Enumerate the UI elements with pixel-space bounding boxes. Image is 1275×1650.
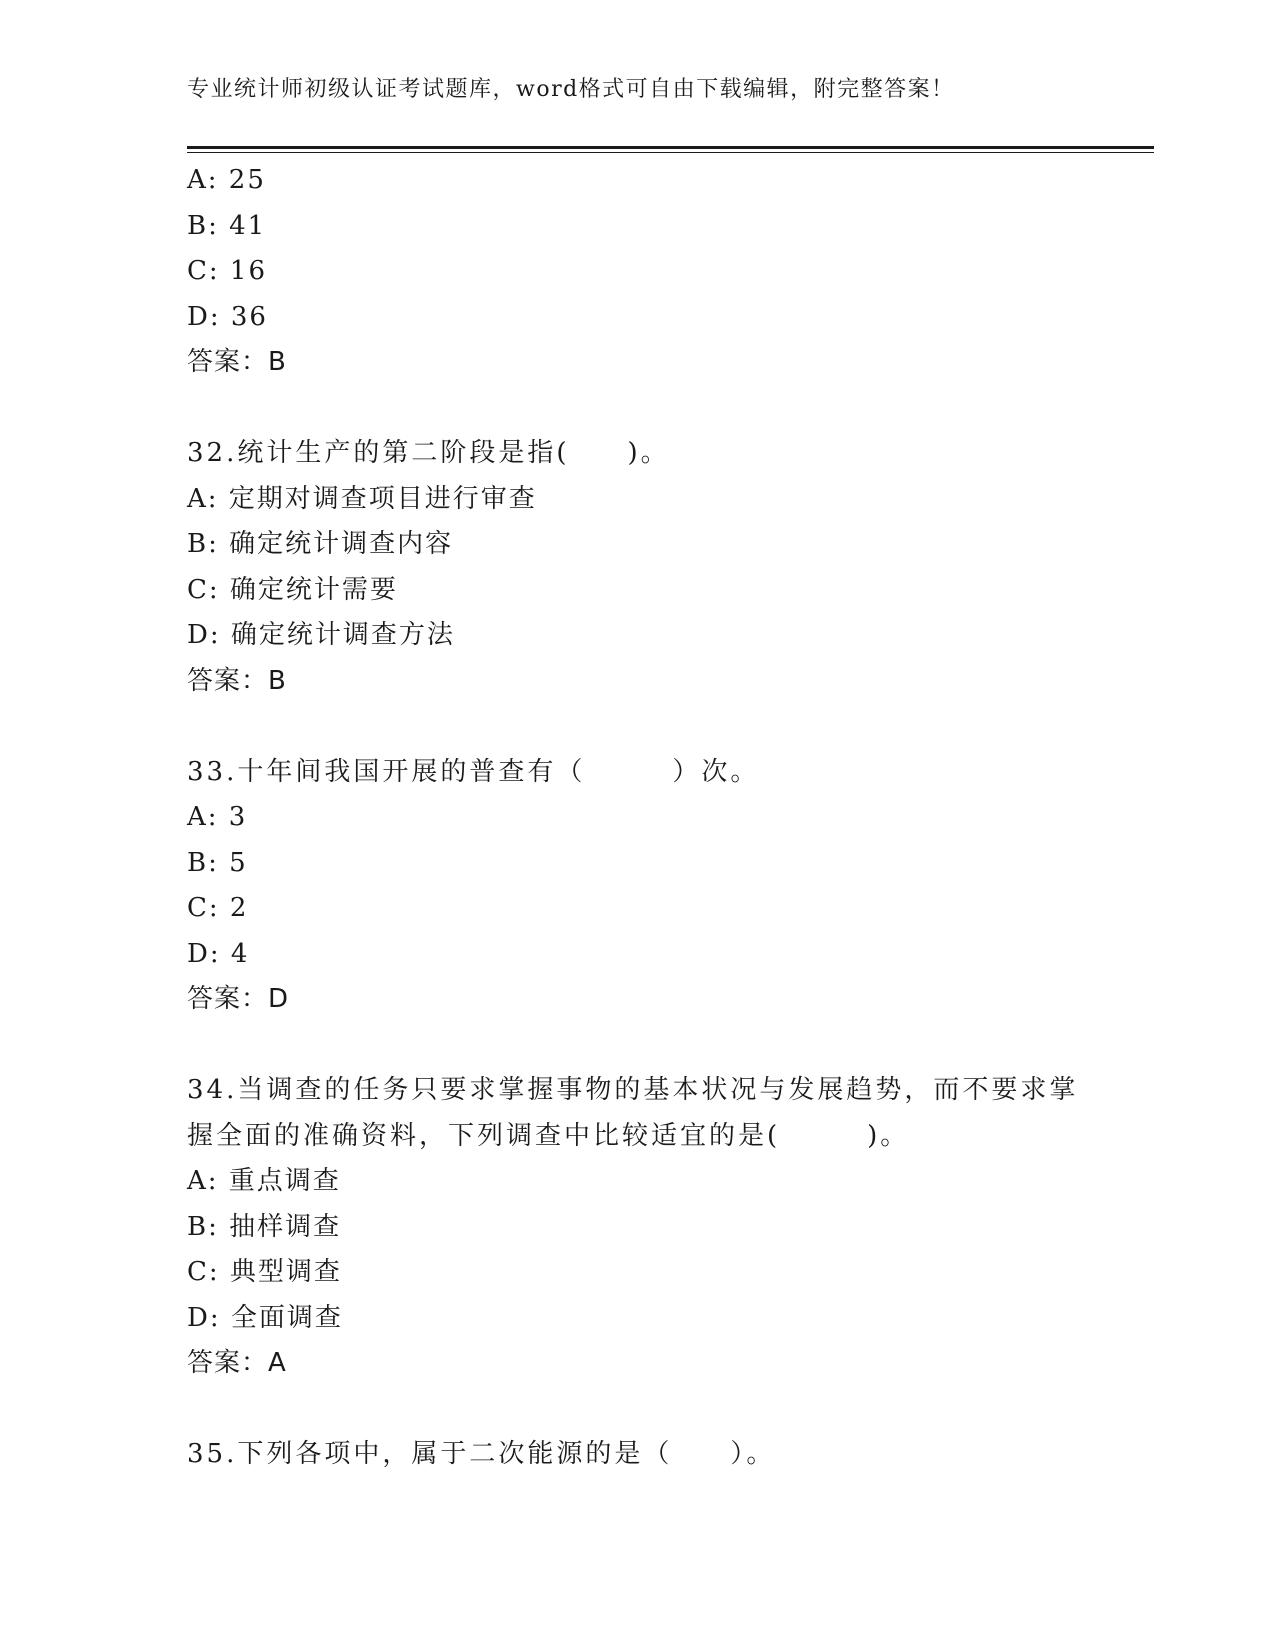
question-text: 33.十年间我国开展的普查有（ ）次。 bbox=[187, 756, 760, 787]
option-b: B: 5 bbox=[187, 847, 248, 878]
answer-label: 答案：B bbox=[187, 347, 287, 377]
option-b: B: 41 bbox=[187, 210, 267, 241]
option-c: C: 16 bbox=[187, 256, 268, 286]
option-d: D: 4 bbox=[187, 938, 250, 969]
page-header: 专业统计师初级认证考试题库，word格式可自由下载编辑，附完整答案！ bbox=[187, 77, 955, 102]
question-text: 32.统计生产的第二阶段是指( )。 bbox=[187, 438, 670, 468]
header-rule-thin bbox=[187, 152, 1154, 153]
option-a: A: 25 bbox=[187, 165, 266, 195]
question-32-block bbox=[187, 431, 1087, 704]
option-d: D: 确定统计调查方法 bbox=[187, 620, 455, 650]
question-text-line-2: 握全面的准确资料，下列调查中比较适宜的是( )。 bbox=[187, 1120, 910, 1151]
question-31-block bbox=[187, 158, 1087, 386]
answer-label: 答案：D bbox=[187, 984, 290, 1014]
option-a: A: 定期对调查项目进行审查 bbox=[187, 483, 537, 514]
question-34-block bbox=[187, 1068, 1087, 1387]
question-content bbox=[187, 158, 1087, 1478]
option-b: B: 抽样调查 bbox=[187, 1211, 342, 1242]
option-d: D: 36 bbox=[187, 301, 268, 332]
option-a: A: 重点调查 bbox=[187, 1166, 341, 1196]
option-b: B: 确定统计调查内容 bbox=[187, 529, 454, 559]
question-text: 35.下列各项中，属于二次能源的是（ ）。 bbox=[187, 1439, 776, 1469]
option-a: A: 3 bbox=[187, 802, 248, 832]
header-rule-thick bbox=[187, 146, 1154, 149]
option-d: D: 全面调查 bbox=[187, 1302, 343, 1333]
option-c: C: 典型调查 bbox=[187, 1257, 342, 1287]
question-35-block bbox=[187, 1432, 1087, 1478]
answer-label: 答案：A bbox=[187, 1348, 287, 1378]
question-33-block bbox=[187, 750, 1087, 1023]
option-c: C: 2 bbox=[187, 893, 249, 923]
option-c: C: 确定统计需要 bbox=[187, 574, 398, 605]
question-text-line-1: 34.当调查的任务只要求掌握事物的基本状况与发展趋势，而不要求掌 bbox=[187, 1075, 1079, 1105]
answer-label: 答案：B bbox=[187, 665, 287, 696]
